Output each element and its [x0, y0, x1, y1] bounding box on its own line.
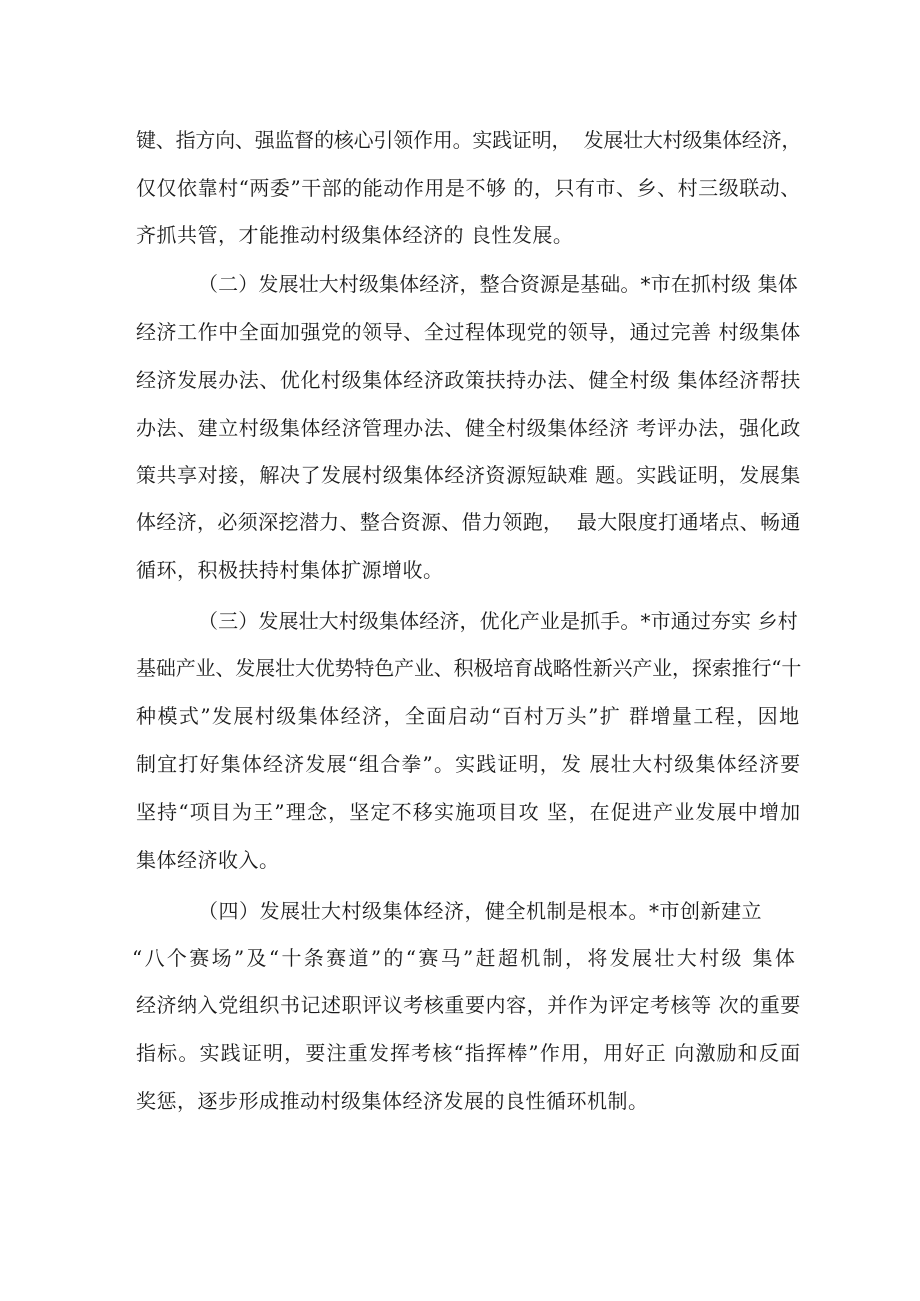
paragraph-line: 键、指方向、强监督的核心引领作用。实践证明， 发展壮大村级集体经济， [136, 128, 802, 152]
paragraph-line: 指标。实践证明，要注重发挥考核“指挥棒”作用，用好正 向激励和反面 [136, 1041, 802, 1065]
paragraph-line: （三）发展壮大村级集体经济，优化产业是抓手。*市通过夯实 乡村 [198, 609, 798, 633]
paragraph-line: 种模式”发展村级集体经济，全面启动“百村万头”扩 群增量工程，因地 [136, 704, 801, 728]
paragraph-line: 仅仅依靠村“两委”干部的能动作用是不够 的，只有市、乡、村三级联动、 [136, 176, 801, 200]
paragraph-line: 经济工作中全面加强党的领导、全过程体现党的领导，通过完善 村级集体 [136, 320, 801, 344]
paragraph-line: 经济纳入党组织书记述职评议考核重要内容，并作为评定考核等 次的重要 [136, 993, 801, 1017]
paragraph-line: 循环，积极扶持村集体扩源增收。 [136, 558, 444, 582]
paragraph-line: 经济发展办法、优化村级集体经济政策扶持办法、健全村级 集体经济帮扶 [136, 368, 801, 392]
paragraph-line: （二）发展壮大村级集体经济，整合资源是基础。*市在抓村级 集体 [198, 272, 798, 296]
paragraph-line: 体经济，必须深挖潜力、整合资源、借力领跑， 最大限度打通堵点、畅通 [136, 510, 801, 534]
paragraph-line: 策共享对接，解决了发展村级集体经济资源短缺难 题。实践证明，发展集 [136, 463, 801, 487]
paragraph-line: （四）发展壮大村级集体经济，健全机制是根本。*市创新建立 [198, 899, 762, 923]
paragraph-line: 坚持“项目为王”理念，坚定不移实施项目攻 坚，在促进产业发展中增加 [136, 800, 802, 824]
paragraph-line: 办法、建立村级集体经济管理办法、健全村级集体经济 考评办法，强化政 [136, 416, 801, 440]
paragraph-line: 制宜打好集体经济发展“组合拳”。实践证明，发 展壮大村级集体经济要 [136, 752, 802, 776]
paragraph-line: 基础产业、发展壮大优势特色产业、积极培育战略性新兴产业，探索推行“十 [136, 656, 802, 680]
paragraph-line: 集体经济收入。 [136, 848, 280, 872]
paragraph-line: “八个赛场”及“十条赛道”的“赛马”赶超机制，将发展壮大村级 集体 [132, 946, 798, 970]
paragraph-line: 奖惩，逐步形成推动村级集体经济发展的良性循环机制。 [136, 1089, 649, 1113]
paragraph-line: 齐抓共管，才能推动村级集体经济的 良性发展。 [136, 223, 574, 247]
